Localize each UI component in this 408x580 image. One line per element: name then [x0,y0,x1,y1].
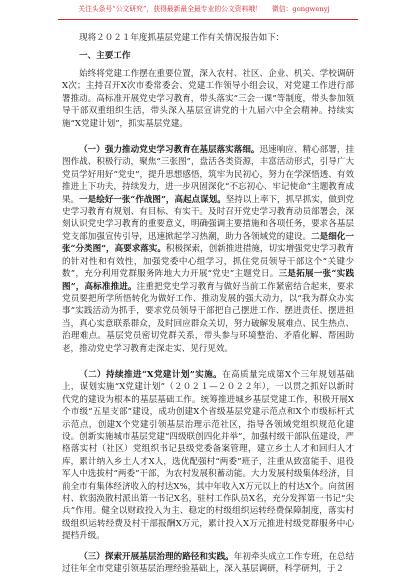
paragraph-text: 迅速响应、精心部署，挂图作战、积极行动，聚焦“三张图”，盘活各类资源，丰富活动形式，引导广大党员学好用好“党史”，提升思想感悟，筑牢为民初心，努力在学深悟透、有效推进上下功夫，持续发力，进一步巩固深化“不忘初心、牢记使命”主题教育成果。 [62,145,355,205]
body-paragraph [62,369,354,543]
paragraph-list [62,68,354,575]
paragraph-lead-text: 一是绘好一张“作战图”，高起点谋划。 [79,194,226,205]
section-heading: 一、主要工作 [79,51,131,61]
paragraph-text: 在高质量完成第X个三年规划基础上，谋划实施“X党建计划”（２０２１—２０２２年），一以贯之抓好以新时代党的建设为根本的基层基础工作。统筹推进城乡基层党建工作，积极开展X个市级“五星支部”建设，成功创建X个省级基层党建示范点和X个市级标杆式示范点，创建X个党建引领基层治理示范社区，指导各领域党组织规范化建设。创新实施城市基层党建“四级联创四化并举”，加强村级干部队伍建设，严格落实村（社区）党组织书记县级党委备案管理，建立乡土人才和回归人才库，累计纳入乡土人才X人，选优配强村“两委”班子，注重从致富能手、退役军人中选拔村“两委”干部，为农村发展积蓄动能。大力发展村级集体经济，目前全市有集体经济收入的村达X%，其中年收入X万元以上的村达X个。向贫困村、软弱涣散村派出第一书记X名，驻村工作队员X名，充分发挥第一书记“尖兵”作用。健全以财政投入为主、稳定的村级组织运转经费保障制度，落实村级组织运转经费及村干部报酬X万元，累计投入X万元推进村级党群服务中心提档升级。 [62,369,354,542]
paragraph-lead-text: （一）强力推动党史学习教育在基层落实落细。 [79,145,260,156]
paragraph-lead-text: （二）持续推进“X党建计划”实施。 [79,369,223,380]
report-intro: 现将２０２１年度抓基层党建工作有关情况报告如下： [79,33,285,43]
document-body [62,32,354,575]
paragraph-lead-text: 三是拓展一张“实践图”，高标准推进。 [62,269,355,292]
body-paragraph [62,551,354,576]
body-paragraph [62,144,354,355]
banner-wechat-id: 微信：gongwenyj [271,5,330,13]
paragraph-text: 注重把党史学习教育与做好当前工作紧密结合起来，要求党员要把所学所悟转化为做好工作、推动发展的强大动力，以“我为群众办实事”实践活动为抓手，要求党员领导干部把自己摆进工作、摆进责任、摆进担当，真心实意联系群众，及时回应群众关切，努力破解发展难点、民生热点、治理难点。基层党员密切党群关系，带头参与环境整治、矛盾化解、帮困助老，推动党史学习教育走深走实、见行见效。 [62,281,355,354]
paragraph-text: 积极探索，创新推进措施，切实增强党史学习教育的针对性和有效性，加强党委中心组学习，抓住党员领导干部这个“关键少数”，充分利用党群服务阵地大力开展“党史”主题党日。 [62,244,354,280]
paragraph-text: 始终将党建工作摆在重要位置，深入农村、社区、企业、机关、学校调研X次；主持召开X次市委常委会、党建工作领导小组会议，对党建工作进行部署推动。高标准开展党史学习教育，带头落实“三会一课”等制度，带头参加领导干部双重组织生活，带头深入基层宣讲党的十九届六中全会精神。持续实施“X党建计划”，抓实基层党建。 [62,69,354,129]
body-paragraph [62,68,354,130]
paragraph-lead-text: 二是细化一张“分类图”，高要求落实。 [62,231,354,255]
header-banner [0,5,408,14]
header-rule [58,19,358,20]
banner-promo-text: 关注头条号“公文研究”，获得最新最全最专业的公文资料哦！ [78,5,262,13]
paragraph-text: 年初牵头成立工作专班，在总结过往年全市党建引领基层治理经验基础上，深入基层调研，科学研判，于２ [62,551,355,575]
paragraph-text: 坚持以上率下，抓早抓实，做到党史学习教育有规划、有目标、有实干。及时召开党史学习教育动员部署会，深刻认识党史学习教育的重要意义，明确强调主要措施和各项任务，要求各基层党支部加强宣传引导，迅速掀起学习热潮，助力各领域党的建设。 [62,194,354,242]
paragraph-lead-text: （三）探索开展基层治理的路径和实践。 [79,551,234,562]
